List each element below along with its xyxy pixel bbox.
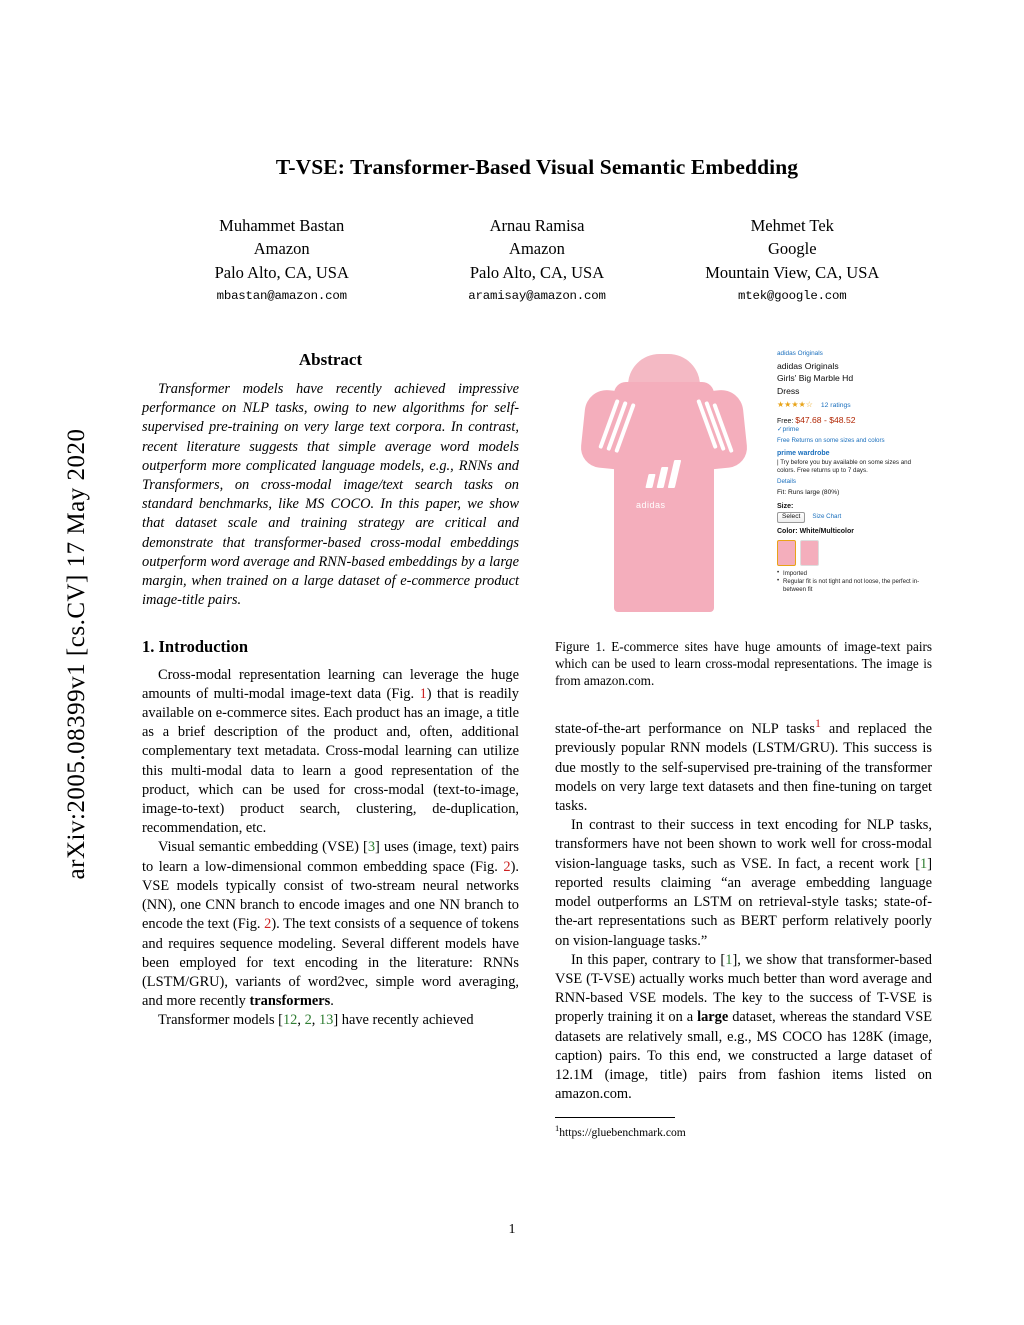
rating-row[interactable] — [777, 400, 930, 411]
intro-p4-b: ] reported results claiming “an average embedding language model outperforms an LSTM on retrieval-style tasks; state-of-the-art representations such as BERT perform relatively poorly on vision-language tasks.” — [555, 855, 932, 949]
page-number: 1 — [508, 1222, 516, 1237]
color-row — [777, 527, 930, 536]
color-label: Color: — [777, 528, 798, 536]
product-title-line-2: Girls' Big Marble Hd — [777, 373, 854, 384]
author-name: Arnau Ramisa — [489, 216, 585, 235]
figure-1-caption — [555, 638, 932, 689]
prime-wardrobe-text: | Try before you buy available on some sizes and colors. Free returns up to 7 days. — [777, 458, 912, 475]
abstract-heading: Abstract — [298, 349, 363, 369]
details-link[interactable]: Details — [777, 477, 796, 485]
abstract-text — [142, 380, 519, 611]
size-select[interactable]: Select — [777, 512, 805, 523]
citation-3[interactable]: 3 — [367, 839, 376, 856]
author-block — [667, 214, 918, 306]
right-column — [555, 336, 932, 1140]
footnote-text[interactable]: https://gluebenchmark.com — [559, 1125, 686, 1139]
author-block — [411, 214, 662, 306]
figure-1-image — [555, 336, 932, 626]
price-prefix: Free: — [777, 417, 794, 425]
intro-p2-c: ). VSE models typically consist of two-stream neural networks (NN), one CNN branch to encode images and one NN branch to encode the text (Fig. — [142, 858, 519, 933]
returns-note: Free Returns on some sizes and colors — [777, 437, 885, 444]
intro-p2-d: ). The text consists of a sequence of tokens and requires sequence modeling. Several different models have been employed for text encoding in the literature: RNNs (LSTM/GRU), variants of word2vec, simple word averaging, and more recently — [142, 916, 519, 1010]
figure-caption-text: E-commerce sites have huge amounts of image-text pairs which can be used to learn cross-modal representations. The image is from amazon.com. — [555, 638, 933, 689]
price-value: $47.68 - $48.52 — [795, 414, 856, 425]
author-org: Google — [767, 239, 817, 259]
intro-paragraph-5 — [555, 951, 932, 1105]
product-detail-panel — [773, 336, 932, 626]
product-title-line-3: Dress — [777, 385, 800, 396]
author-name: Mehmet Tek — [750, 216, 834, 235]
author-location: Palo Alto, CA, USA — [469, 262, 605, 282]
intro-p2-e: . — [330, 993, 334, 1010]
intro-paragraph-2 — [142, 838, 519, 1011]
intro-p4-a: In contrast to their success in text encoding for NLP tasks, transformers have not been shown to work well for cross-modal vision-language tasks, such as VSE. In fact, a recent work [ — [555, 817, 932, 872]
intro-p5-a: In this paper, contrary to [ — [571, 951, 726, 968]
brand-logo-text: adidas — [636, 499, 666, 510]
citation-12[interactable]: 12 — [282, 1012, 298, 1029]
color-value: White/Multicolor — [799, 528, 855, 536]
intro-p5-c: dataset, whereas the standard VSE datasets are relatively small, e.g., MS COCO has 128K (image, caption) pairs. To this end, we constructed a large dataset of 12.1M (image, title) pairs from fashion items listed on amazon.com. — [555, 1009, 932, 1103]
paper-content — [142, 155, 932, 1139]
author-name: Muhammet Bastan — [219, 216, 345, 235]
figure-ref-2[interactable]: 2 — [503, 858, 511, 875]
intro-p3-cont2: and replaced the previously popular RNN models (LSTM/GRU). This success is due mostly to the self-supervised pre-training of the transformer models on very large text datasets and then fine-tuning on target tasks. — [555, 721, 932, 815]
figure-ref-1[interactable]: 1 — [419, 685, 427, 702]
abstract-paragraph: Transformer models have recently achieved impressive performance on NLP tasks, owing to new algorithms for self-supervised pre-training on very large text corpora. In contrast, recent literature suggests that simple average word models outperform more complicated language models, e.g., RNNs and Transformers, on cross-modal image/text search tasks on standard benchmarks, like MS COCO. In this paper, we show that dataset scale and training strategy are critical and demonstrate that transformer-based cross-modal embeddings outperform word average and RNN-based embeddings by a large margin, when trained on a large dataset of e-commerce product image-title pairs. — [142, 380, 519, 609]
left-column — [142, 336, 519, 1140]
size-label: Size: — [777, 502, 794, 510]
arxiv-stamp: arXiv:2005.08399v1 [cs.CV] 17 May 2020 — [63, 428, 90, 880]
product-photo — [555, 336, 773, 626]
dress-illustration — [581, 354, 747, 612]
author-email: mbastan@amazon.com — [216, 289, 347, 304]
intro-p1-b: ) that is readily available on e-commerce sites. Each product has an image, a title as a brief description of the product and, often, additional complementary text metadata. Cross-modal learning can utilize this multi-modal data to learn a good representation of the product, which can be used for cross-modal (text-to-image, image-to-text) product search, clustering, de-duplication, recommendation, etc. — [142, 685, 519, 837]
price-row — [777, 415, 930, 427]
intro-p3-sep1: , — [297, 1012, 305, 1029]
color-swatch[interactable] — [777, 540, 796, 566]
author-block — [156, 214, 407, 306]
size-chart-link[interactable]: Size Chart — [812, 513, 842, 521]
citation-1[interactable]: 1 — [920, 855, 928, 872]
adidas-logo-icon — [643, 464, 687, 498]
section-heading-introduction: 1. Introduction — [142, 636, 249, 656]
author-email: aramisay@amazon.com — [468, 289, 606, 304]
prime-wardrobe-label[interactable]: prime wardrobe — [777, 450, 830, 458]
page-title: T-VSE: Transformer-Based Visual Semantic Embedding — [275, 155, 799, 179]
footnote — [555, 1123, 932, 1140]
citation-1b[interactable]: 1 — [725, 951, 733, 968]
footnote-marker: 1 — [555, 1122, 560, 1133]
color-swatch[interactable] — [800, 540, 819, 566]
intro-p2-a: Visual semantic embedding (VSE) [ — [158, 839, 368, 856]
author-org: Amazon — [253, 239, 310, 259]
size-row — [777, 511, 930, 523]
intro-paragraph-1 — [142, 666, 519, 839]
intro-p3-sep2: , — [311, 1012, 319, 1029]
fit-text: Fit: Runs large (80%) — [777, 488, 840, 496]
intro-p5-bold: large — [697, 1009, 729, 1026]
feature-bullet: • Imported — [777, 570, 930, 578]
feature-bullets — [777, 570, 930, 595]
intro-paragraph-4 — [555, 816, 932, 951]
author-location: Palo Alto, CA, USA — [214, 262, 349, 282]
intro-paragraph-3-left — [142, 1011, 519, 1030]
figure-caption-label: Figure 1. — [555, 638, 606, 654]
prime-badge: ✓prime — [777, 426, 800, 434]
intro-p3-cont: state-of-the-art performance on NLP tasks — [555, 721, 815, 738]
citation-2[interactable]: 2 — [304, 1012, 312, 1029]
stars-icon: ★★★★☆ — [777, 399, 813, 409]
product-title-line-1: adidas Originals — [777, 360, 839, 371]
feature-bullet: • Regular fit is not tight and not loose, the perfect in-between fit — [777, 578, 930, 594]
author-location: Mountain View, CA, USA — [705, 262, 880, 282]
intro-p2-b: ] uses (image, text) pairs to learn a low-dimensional common embedding space (Fig. — [142, 839, 519, 875]
intro-p5-b: ], we show that transformer-based VSE (T-VSE) actually works much better than word average and RNN-based VSE models. The key to the success of T-VSE is properly training it on a — [555, 951, 932, 1026]
author-org: Amazon — [509, 239, 565, 259]
intro-p3-b: ] have recently achieved — [333, 1012, 474, 1029]
citation-13[interactable]: 13 — [318, 1012, 334, 1029]
intro-p1-a: Cross-modal representation learning can leverage the huge amounts of multi-modal image-text data (Fig. — [142, 666, 519, 702]
rating-count[interactable]: 12 ratings — [820, 401, 851, 409]
color-swatches — [777, 540, 930, 566]
footnote-ref[interactable]: 1 — [814, 716, 821, 731]
two-column-body — [142, 336, 932, 1140]
figure-1 — [555, 336, 932, 689]
brand-link[interactable]: adidas Originals — [777, 349, 823, 357]
intro-p2-bold: transformers — [249, 993, 331, 1010]
intro-p3-a: Transformer models [ — [158, 1012, 283, 1029]
footnote-divider — [555, 1117, 675, 1118]
figure-ref-2b[interactable]: 2 — [264, 916, 272, 933]
intro-paragraph-3-right — [555, 715, 932, 816]
author-list — [156, 214, 918, 306]
author-email: mtek@google.com — [737, 289, 847, 304]
